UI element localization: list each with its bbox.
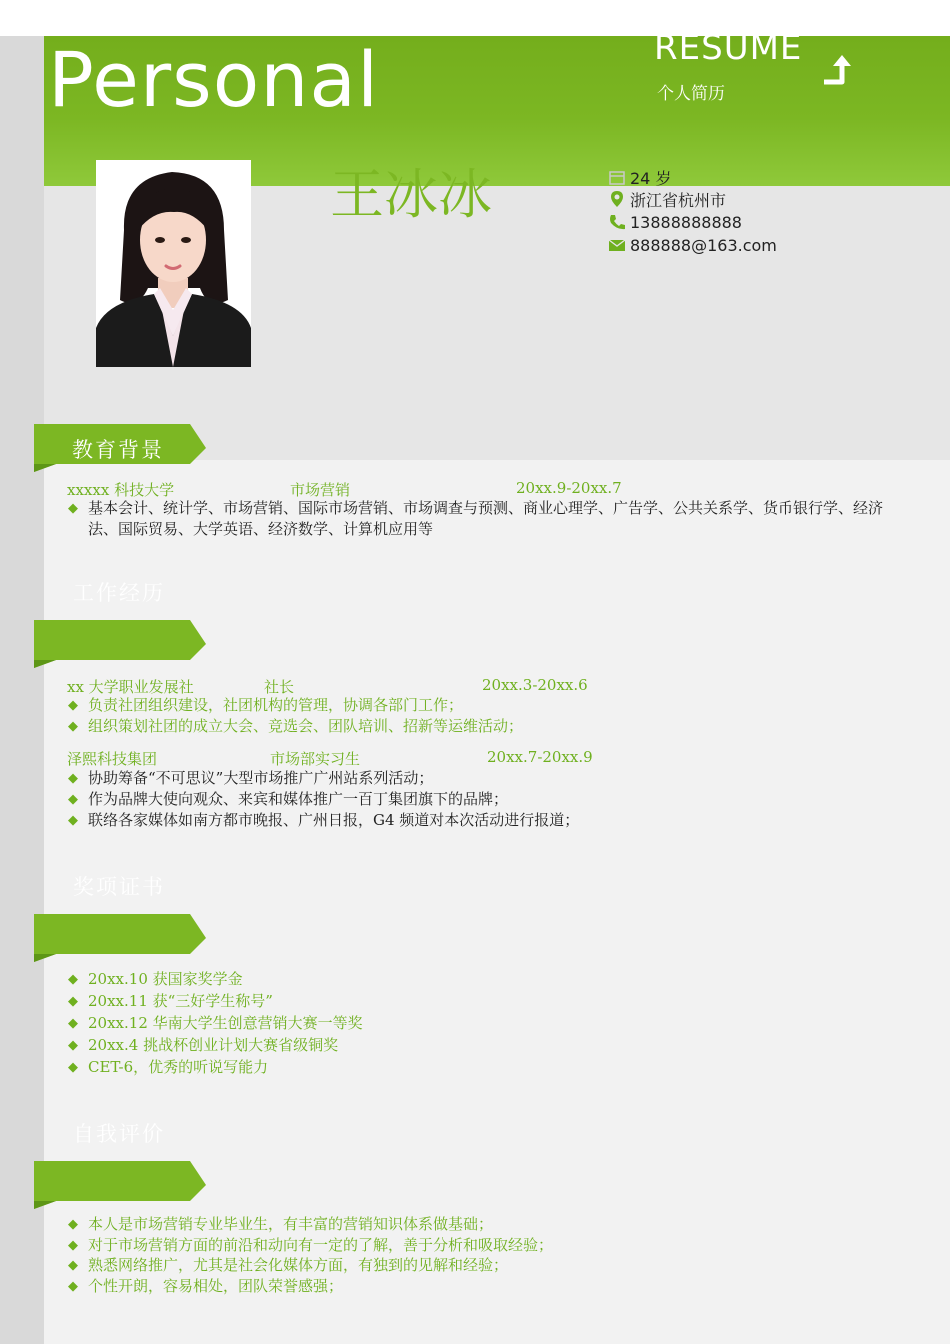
resume-heading: RESUME: [654, 28, 803, 68]
diamond-bullet-icon: ◆: [68, 771, 78, 786]
education-courses: ◆ 基本会计、统计学、市场营销、国际市场营销、市场调查与预测、商业心理学、广告学、公共关系学、货币银行学、经济法、国际贸易、大学英语、经济数学、计算机应用等: [68, 499, 884, 538]
list-item: ◆ 负责社团组织建设，社团机构的管理，协调各部门工作；: [68, 696, 464, 714]
job-org: 泽熙科技集团: [67, 750, 158, 768]
section-tab-self-eval: [34, 1161, 206, 1209]
location-pin-icon: [608, 190, 626, 208]
envelope-icon: [608, 236, 626, 254]
arrow-up-turn-icon: [820, 50, 862, 92]
diamond-bullet-icon: ◆: [68, 1217, 78, 1232]
section-title-education: 教育背景: [72, 438, 164, 462]
age-row: [608, 166, 671, 188]
profile-photo: [96, 160, 251, 367]
list-item: ◆ 协助筹备“不可思议”大型市场推广广州站系列活动；: [68, 769, 434, 787]
list-item: ◆ 20xx.10 获国家奖学金: [68, 970, 243, 988]
diamond-bullet-icon: ◆: [68, 1238, 78, 1253]
job-org: xx 大学职业发展社: [67, 678, 194, 696]
list-item: ◆ 对于市场营销方面的前沿和动向有一定的了解，善于分析和吸取经验；: [68, 1236, 554, 1254]
job-period: 20xx.3-20xx.6: [482, 676, 588, 694]
job-role: 社长: [264, 678, 295, 696]
email-value: 888888@163.com: [630, 235, 777, 255]
job-role: 市场部实习生: [270, 750, 361, 768]
section-tab-work: [34, 620, 206, 668]
phone-icon: [608, 213, 626, 231]
section-tab-awards: [34, 914, 206, 962]
resume-subheading: 个人简历: [657, 84, 725, 104]
diamond-bullet-icon: ◆: [68, 1060, 78, 1075]
section-title-awards: 奖项证书: [73, 875, 165, 899]
phone-value: 13888888888: [630, 212, 742, 232]
diamond-bullet-icon: ◆: [68, 813, 78, 828]
list-item: ◆ 20xx.12 华南大学生创意营销大赛一等奖: [68, 1014, 363, 1032]
diamond-bullet-icon: ◆: [68, 792, 78, 807]
list-item: ◆ 联络各家媒体如南方都市晚报、广州日报，G4 频道对本次活动进行报道；: [68, 811, 580, 829]
list-item: ◆ 20xx.11 获“三好学生称号”: [68, 992, 273, 1010]
job-entry-header: [0, 676, 950, 696]
diamond-bullet-icon: ◆: [68, 994, 78, 1009]
phone-row: [608, 211, 742, 233]
job-entry-header: [0, 748, 950, 768]
location-row: [608, 188, 726, 210]
section-title-work: 工作经历: [73, 581, 165, 605]
list-item: ◆ 熟悉网络推广，尤其是社会化媒体方面，有独到的见解和经验；: [68, 1256, 509, 1274]
section-title-self-eval: 自我评价: [73, 1122, 165, 1146]
list-item: ◆ 组织策划社团的成立大会、竞选会、团队培训、招新等运维活动；: [68, 717, 524, 735]
diamond-bullet-icon: ◆: [68, 1279, 78, 1294]
page-title: Personal: [48, 35, 380, 124]
diamond-bullet-icon: ◆: [68, 972, 78, 987]
diamond-bullet-icon: ◆: [68, 719, 78, 734]
school-name: xxxxx 科技大学: [67, 481, 175, 499]
diamond-bullet-icon: ◆: [68, 1016, 78, 1031]
list-item: ◆ 作为品牌大使向观众、来宾和媒体推广一百丁集团旗下的品牌；: [68, 790, 509, 808]
section-tab-education: [34, 424, 206, 472]
email-row: [608, 234, 777, 256]
list-item: ◆ CET-6，优秀的听说写能力: [68, 1058, 269, 1076]
major-name: 市场营销: [290, 481, 351, 499]
age-value: 24 岁: [630, 168, 672, 188]
education-entry-header: [0, 479, 950, 499]
candidate-name: 王冰冰: [330, 163, 492, 226]
calendar-icon: [608, 168, 626, 186]
education-period: 20xx.9-20xx.7: [516, 479, 622, 497]
location-value: 浙江省杭州市: [630, 190, 727, 210]
diamond-bullet-icon: ◆: [68, 501, 78, 516]
list-item: ◆ 个性开朗，容易相处，团队荣誉感强；: [68, 1277, 344, 1295]
diamond-bullet-icon: ◆: [68, 1038, 78, 1053]
list-item: ◆ 20xx.4 挑战杯创业计划大赛省级铜奖: [68, 1036, 339, 1054]
list-item: ◆ 本人是市场营销专业毕业生，有丰富的营销知识体系做基础；: [68, 1215, 494, 1233]
diamond-bullet-icon: ◆: [68, 698, 78, 713]
job-period: 20xx.7-20xx.9: [487, 748, 593, 766]
diamond-bullet-icon: ◆: [68, 1258, 78, 1273]
